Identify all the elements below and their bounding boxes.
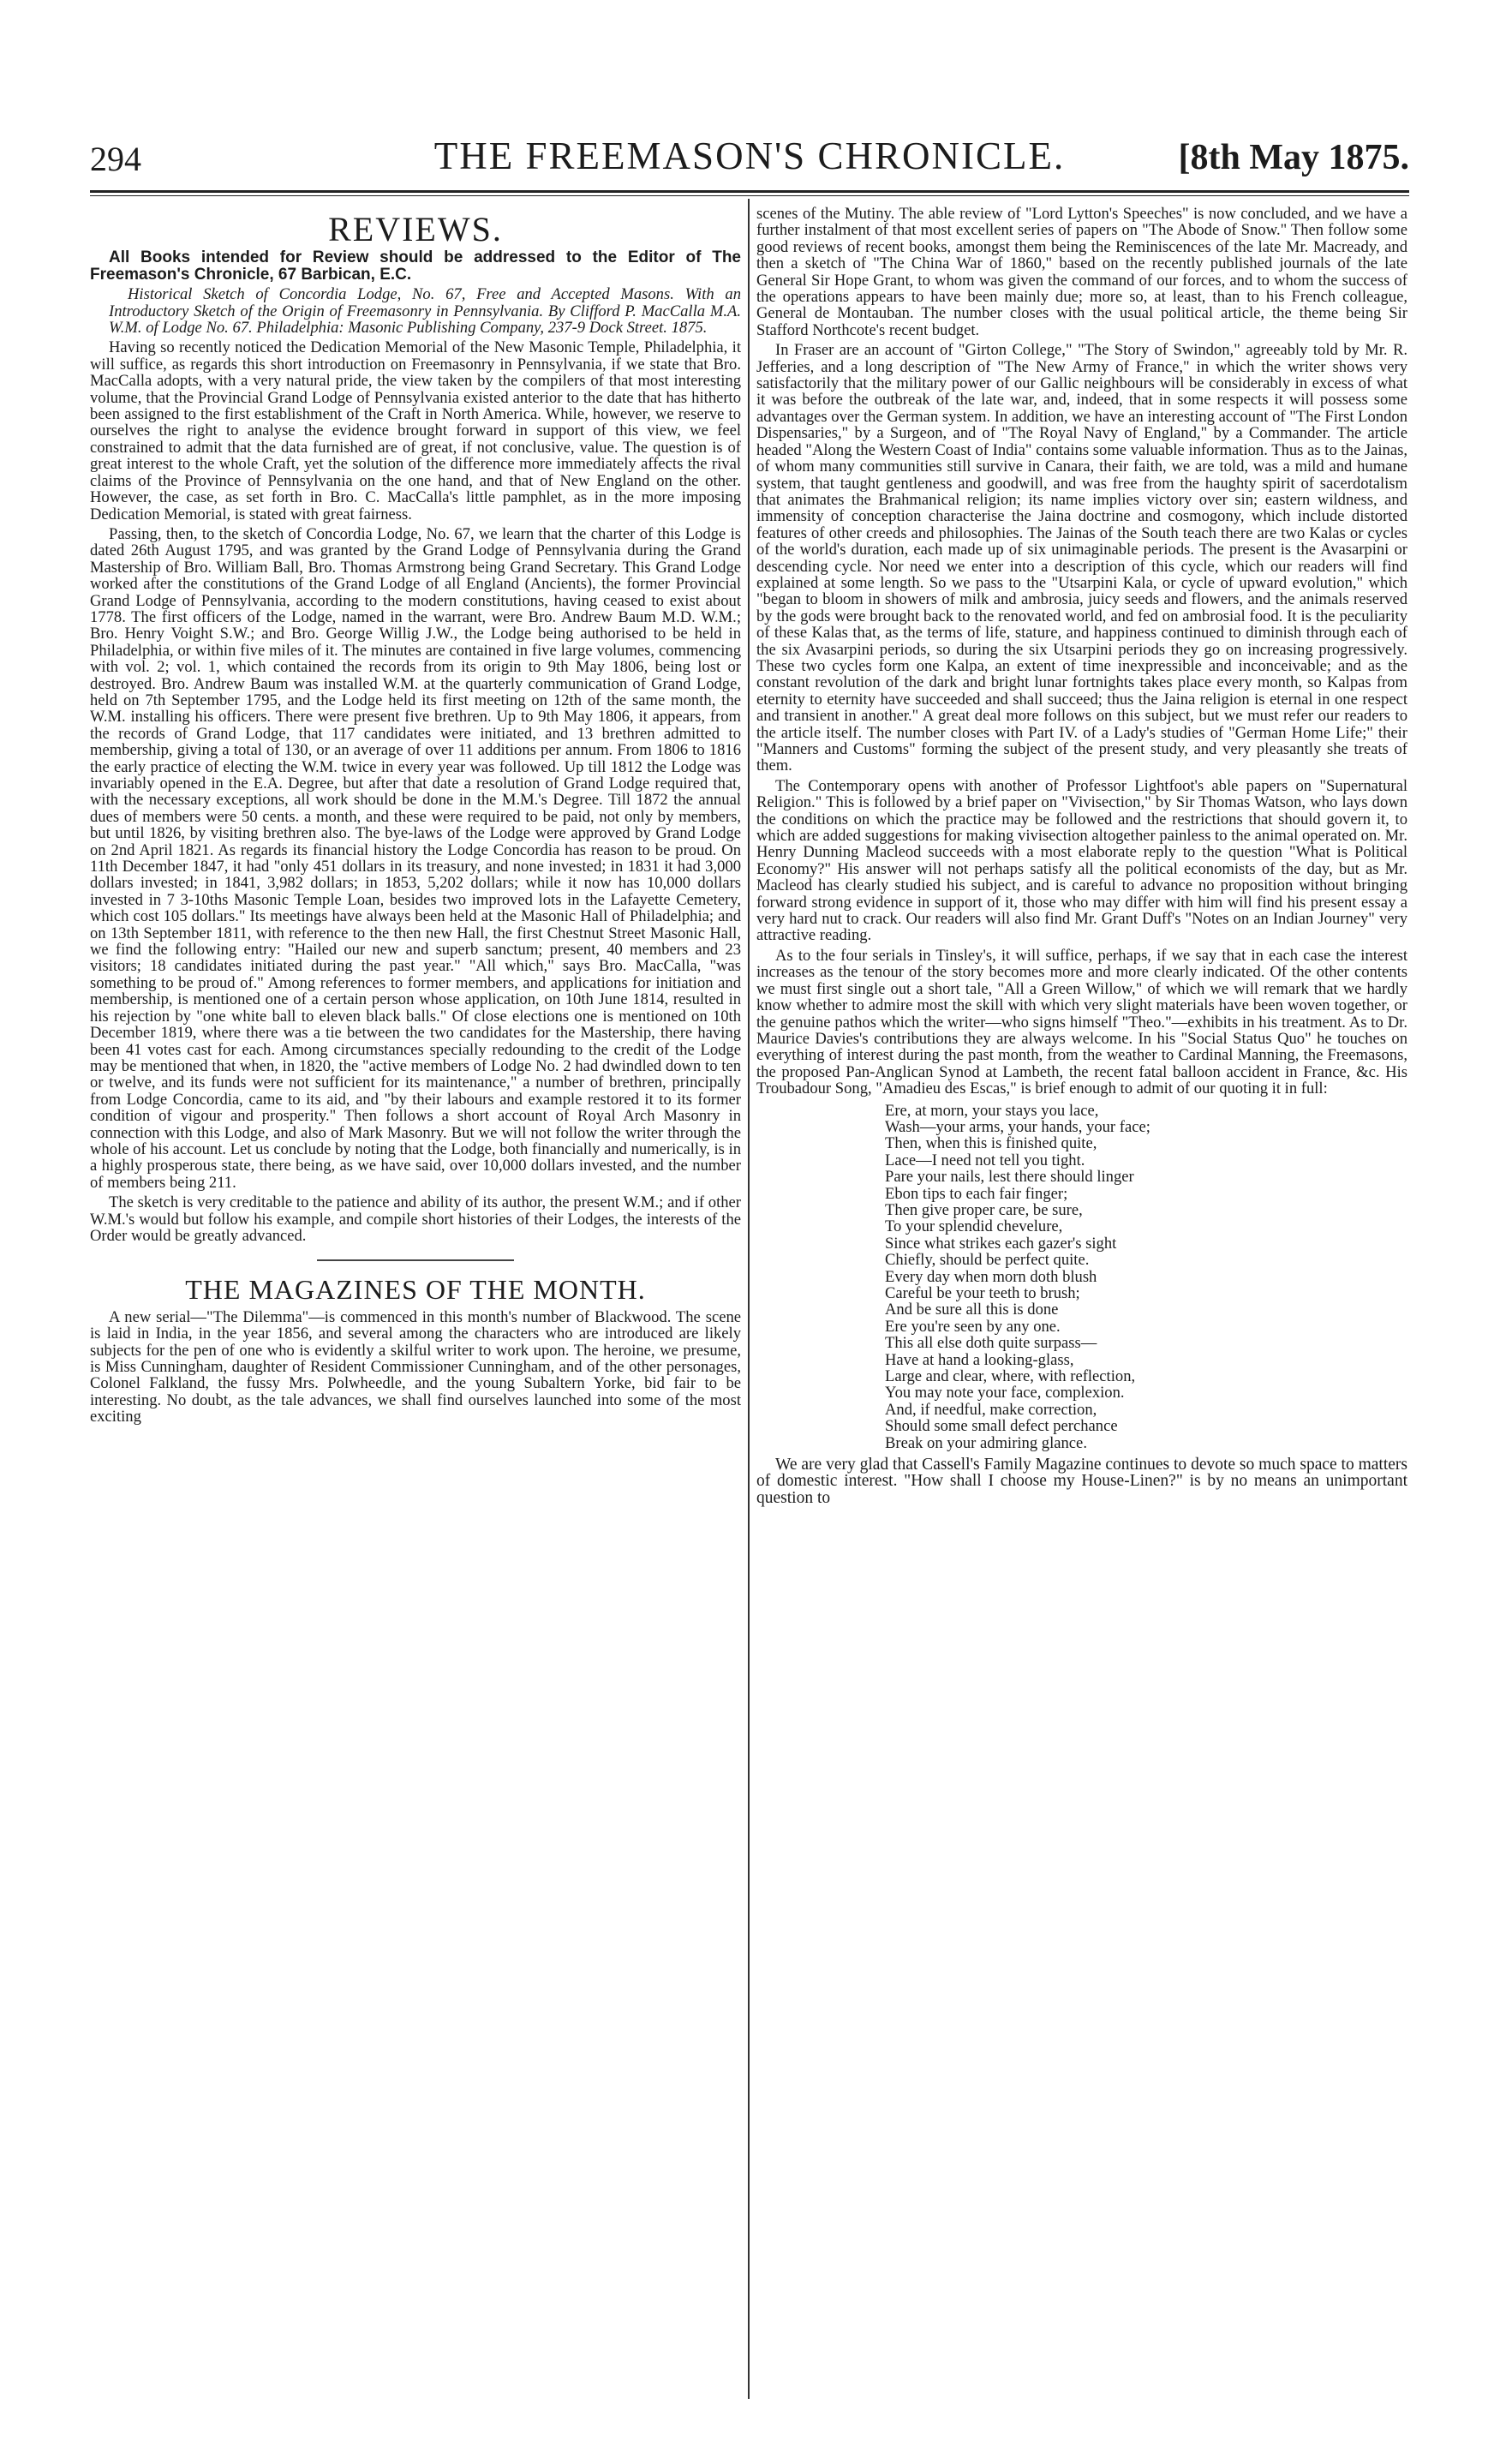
magazines-paragraph: As to the four serials in Tinsley's, it will suffice, perhaps, if we say that in each case the interest increases as the tenour of the story becomes more and more clearly indicated. Of the other contents we must first single out a short tale, "All a Green Willow," of which we will remark that we hardly know whether to admire most the skill with which very slight materials have been woven together, or the genuine pathos which the writer—who signs himself "Theo."—exhibits in his treatment. As to Dr. Maurice Davies's contributions they are always welcome. In his "Social Status Quo" he touches on everything of interest during the past month, from the weather to Cardinal Manning, the Freemasons, the proposed Pan-Anglican Synod at Lambeth, the recent fatal balloon accident in France, &c. His Troubadour Song, "Amadieu des Escas," is brief enough to admit of our quoting it in full: xyxy=(756,946,1407,1098)
poem-line: Chiefly, should be perfect quite. xyxy=(885,1251,1090,1270)
poem-line: This all else doth quite surpass— xyxy=(885,1334,1097,1353)
header-rule-thick xyxy=(90,190,1409,193)
poem-line: And be sure all this is done xyxy=(885,1301,1059,1319)
poem-line: And, if needful, make correction, xyxy=(885,1400,1097,1419)
left-column xyxy=(90,206,741,1429)
reviews-heading: REVIEWS. xyxy=(328,210,503,248)
reviewed-book-citation: Historical Sketch of Concordia Lodge, No. 67, Free and Accepted Masons. With an Introductory Sketch of the Origin of Freemasonry in Pennsylvania. By Clifford P. MacCalla M.A. W.M. of Lodge No. 67. Philadelphia: Masonic Publishing Company, 237-9 Dock Street. 1875. xyxy=(109,285,741,338)
poem-line: Large and clear, where, with reflection, xyxy=(885,1367,1136,1386)
magazines-paragraph: scenes of the Mutiny. The able review of "Lord Lytton's Speeches" is now concluded, and we have a further instalment of that most excellent series of papers on "The Abode of Snow." Then follow some good reviews of recent books, amongst them being the Reminiscences of the late Mr. Macready, and then a sketch of "The China War of 1860," based on the recently published journals of the late General Sir Hope Grant, to whom was given the command of our forces, and to whom the success of the operations appears to have been mainly due; more so, at least, than to his French colleague, General de Montauban. The number closes with the usual political article, the theme being Sir Stafford Northcote's recent budget. xyxy=(756,205,1407,339)
poem-line: You may note your face, complexion. xyxy=(885,1384,1125,1402)
poem-line: Then, when this is finished quite, xyxy=(885,1134,1097,1153)
magazines-paragraph: The Contemporary opens with another of Professor Lightfoot's able papers on "Supernatural Religion." This is followed by a brief paper on "Vivisection," by Sir Thomas Watson, who lays down the conditions on which the practice may be followed and the restrictions that should govern it, to which are added suggestions for making vivisection altogether painless to the animal operated on. Mr. Henry Dunning Macleod succeeds with a most elaborate reply to the question "What is Political Economy?" His answer will not perhaps satisfy all the political economists of the day, but as Mr. Macleod has clearly studied his subject, and is careful to advance no proposition without bringing forward strong evidence in support of it, those who may differ with him will find his present essay a very hard nut to crack. Our readers will also find Mr. Grant Duff's "Notes on an Indian Journey" very attractive reading. xyxy=(756,776,1407,945)
reviews-notice: All Books intended for Review should be addressed to the Editor of The Freemason's Chronicle, 67 Barbican, E.C. xyxy=(90,248,741,284)
newspaper-title: THE FREEMASON'S CHRONICLE. xyxy=(433,135,1066,177)
magazines-paragraph: We are very glad that Cassell's Family Magazine continues to devote so much space to matters of domestic interest. "How shall I choose my House-Linen?" is by no means an unimportant question to xyxy=(756,1456,1407,1507)
review-paragraph: The sketch is very creditable to the patience and ability of its author, the present W.M.; and if other W.M.'s would but follow his example, and compile short histories of their Lodges, the interests of the Order would be greatly advanced. xyxy=(90,1193,741,1245)
magazines-paragraph: A new serial—"The Dilemma"—is commenced in this month's number of Blackwood. The scene is laid in India, in the year 1856, and several among the characters who are introduced are likely subjects for the pen of one who is evidently a skilful writer to work upon. The heroine, we presume, is Miss Cunningham, daughter of Resident Commissioner Cunningham, and of the other personages, Colonel Falkland, the fussy Mrs. Polwheedle, and the young Subaltern Yorke, bid fair to be interesting. No doubt, as the tale advances, we shall find ourselves launched into some of the most exciting xyxy=(90,1307,741,1426)
troubadour-poem xyxy=(885,1103,1407,1452)
section-divider xyxy=(317,1259,514,1261)
poem-line: Careful be your teeth to brush; xyxy=(885,1284,1080,1302)
page-header xyxy=(90,129,1409,188)
page-number: 294 xyxy=(90,140,141,178)
poem-line: Ere you're seen by any one. xyxy=(885,1317,1061,1336)
review-paragraph: Having so recently noticed the Dedication Memorial of the New Masonic Temple, Philadelphia, it will suffice, as regards this short introduction on Freemasonry in Pennsylvania, if we state that Bro. MacCalla adopts, with a very natural pride, the view taken by the compilers of that most interesting volume, that the Provincial Grand Lodge of Pennsylvania existed anterior to the date that has hitherto been assigned to the first establishment of the Craft in North America. While, however, we reserve to ourselves the right to analyse the evidence brought forward in support of this view, we feel constrained to admit that the data furnished are of great, if not conclusive, value. The question is of great interest to the whole Craft, yet the solution of the difference more immediately affects the rival claims of the Province of Pennsylvania on the one hand, and that of New England on the other. However, the case, as set forth in Bro. C. MacCalla's little pamphlet, as in the more imposing Dedication Memorial, is stated with great fairness. xyxy=(90,338,741,523)
poem-line: Break on your admiring glance. xyxy=(885,1433,1087,1452)
poem-line: Every day when morn doth blush xyxy=(885,1267,1097,1286)
column-divider xyxy=(748,199,750,2399)
poem-line: Should some small defect perchance xyxy=(885,1417,1118,1436)
right-column xyxy=(756,206,1407,1510)
issue-date: [8th May 1875. xyxy=(1178,138,1409,177)
poem-line: Pare your nails, lest there should linger xyxy=(885,1168,1134,1187)
review-paragraph: Passing, then, to the sketch of Concordia Lodge, No. 67, we learn that the charter of this Lodge is dated 26th August 1795, and was granted by the Grand Lodge of Pennsylvania during the Grand Mastership of Bro. William Ball, Bro. Thomas Armstrong being Grand Secretary. This Grand Lodge worked after the constitutions of the Grand Lodge of all England (Ancients), the former Provincial Grand Lodge of Pennsylvania, according to the modern constitutions, having ceased to exist about 1778. The first officers of the Lodge, named in the warrant, were Bro. Andrew Baum M.D. W.M.; Bro. Henry Voight S.W.; and Bro. George Willig J.W., the Lodge being authorised to be held in Philadelphia, or within five miles of it. The minutes are contained in five large volumes, commencing with vol. 2; vol. 1, which contained the records from its origin to 9th May 1806, being lost or destroyed. Bro. Andrew Baum was installed W.M. at the quarterly communication of Grand Lodge, held on 7th September 1795, and the Lodge held its first meeting on 12th of the same month, the W.M. installing his officers. There were present five brethren. Up to 9th May 1806, it appears, from the records of Grand Lodge, that 117 candidates were initiated, and 13 brethren admitted to membership, giving a total of 130, or an average of over 11 additions per annum. From 1806 to 1816 the early practice of electing the W.M. twice in every year was followed. Up till 1812 the Lodge was invariably opened in the E.A. Degree, but after that date a resolution of Grand Lodge required that, with the necessary exceptions, all work should be done in the M.M.'s Degree. Till 1872 the annual dues of members were 50 cents. a month, and these were required to be paid, not only by members, but until 1826, by visiting brethren also. The bye-laws of the Lodge were approved by Grand Lodge on 2nd April 1821. As regards its financial history the Lodge Concordia has reason to be proud. On 11th December 1847, it had "only 451 dollars in its treasury, and none invested; in 1831 it had 3,000 dollars invested; in 1841, 3,982 dollars; in 1853, 5,202 dollars; while it now has 10,000 dollars invested in 7 3-10ths Masonic Temple Loan, besides two improved lots in the Lafayette Cemetery, which cost 105 dollars." Its meetings have always been held at the Masonic Hall of Philadelphia; and on 13th September 1811, with reference to the then new Hall, the first Chestnut Street Masonic Hall, we find the following entry: "Hailed our new and superb sanctum; present, 40 members and 23 visitors; 18 candidates initiated during the past year." "All which," says Bro. MacCalla, "was something to be proud of." Among references to former members, and applications for initiation and membership, is mentioned one of a certain person whose application, on 10th June 1814, resulted in his rejection by "one white ball to eleven black balls." Of close elections one is mentioned on 10th December 1819, where there was a tie between the two candidates for the Mastership, there having been 41 votes cast for each. Among circumstances specially redounding to the credit of the Lodge may be mentioned that when, in 1820, the "active members of Lodge No. 2 had dwindled down to ten or twelve, and its funds were not sufficient for its maintenance," a number of brethren, principally from Lodge Concordia, came to its aid, and "by their labours and example restored it to its former condition of vigour and prosperity." Then follows a short account of Royal Arch Masonry in connection with this Lodge, and also of Mark Masonry. But we will not follow the writer through the whole of his account. Let us conclude by noting that the Lodge, both financially and numerically, is in a highly prosperous state, there being, as we have said, over 10,000 dollars invested, and the number of members being 211. xyxy=(90,524,741,1192)
poem-line: Wash—your arms, your hands, your face; xyxy=(885,1117,1150,1136)
poem-line: Ere, at morn, your stays you lace, xyxy=(885,1101,1099,1120)
poem-line: To your splendid chevelure, xyxy=(885,1217,1063,1236)
poem-line: Lace—I need not tell you tight. xyxy=(885,1151,1085,1169)
poem-line: Ebon tips to each fair finger; xyxy=(885,1184,1068,1203)
poem-line: Have at hand a looking-glass, xyxy=(885,1350,1074,1369)
poem-line: Since what strikes each gazer's sight xyxy=(885,1234,1117,1253)
magazines-paragraph: In Fraser are an account of "Girton College," "The Story of Swindon," agreeably told by Mr. R. Jefferies, and a long description of "The New Army of France," in which the writer shows very satisfactorily that the military power of our Gallic neighbours will be considerably in excess of what it was before the outbreak of the late war, and, indeed, that in some respects it will possess some advantages over the German system. In addition, we have an interesting account of "The First London Dispensaries," by a Surgeon, and of "The Royal Navy of England," by a Commander. The article headed "Along the Western Coast of India" contains some valuable information. Thus as to the Jainas, of whom many communities still survive in Canara, their faith, we are told, was a mild and humane system, that taught gentleness and goodwill, and was free from the haughty spirit of sacerdotalism that animates the Brahmanical religion; its name implies victory over sin; eastern wildness, and immensity of conception characterise the Jaina doctrine and cosmogony, which include distorted features of other creeds and philosophies. The Jainas of the South teach there are two Kalas or cycles of the world's duration, each made up of six unimaginable periods. The present is the Avasarpini or descending cycle. Nor need we enter into a description of this cycle, which our readers will find explained at some length. So we pass to the "Utsarpini Kala, or cycle of upward evolution," which "began to bloom in showers of milk and ambrosia, juicy seeds and flowers, and the animals reserved by the gods were brought back to the renovated world, and fed on ambrosial food. It is the peculiarity of these Kalas that, as the terms of life, stature, and happiness continued to diminish through each of the six Avasarpini periods, so during the six Utsarpini periods they go on increasing progressively. These two cycles form one Kalpa, an extent of time inexpressible and inconceivable; and as the constant revolution of the dark and bright lunar fortnights takes place every month, so Kalpas from eternity to eternity have succeeded and shall succeed; thus the Jaina religion is eternal in one respect and transient in another." A great deal more follows on this subject, but we must refer our readers to the article itself. The number closes with Part IV. of a Lady's studies of "German Home Life;" their "Manners and Customs" forming the subject of the present study, and very pleasantly she treats of them. xyxy=(756,341,1407,775)
magazines-heading: THE MAGAZINES OF THE MONTH. xyxy=(185,1274,646,1306)
header-rule-thin xyxy=(90,195,1409,196)
poem-line: Then give proper care, be sure, xyxy=(885,1200,1083,1219)
